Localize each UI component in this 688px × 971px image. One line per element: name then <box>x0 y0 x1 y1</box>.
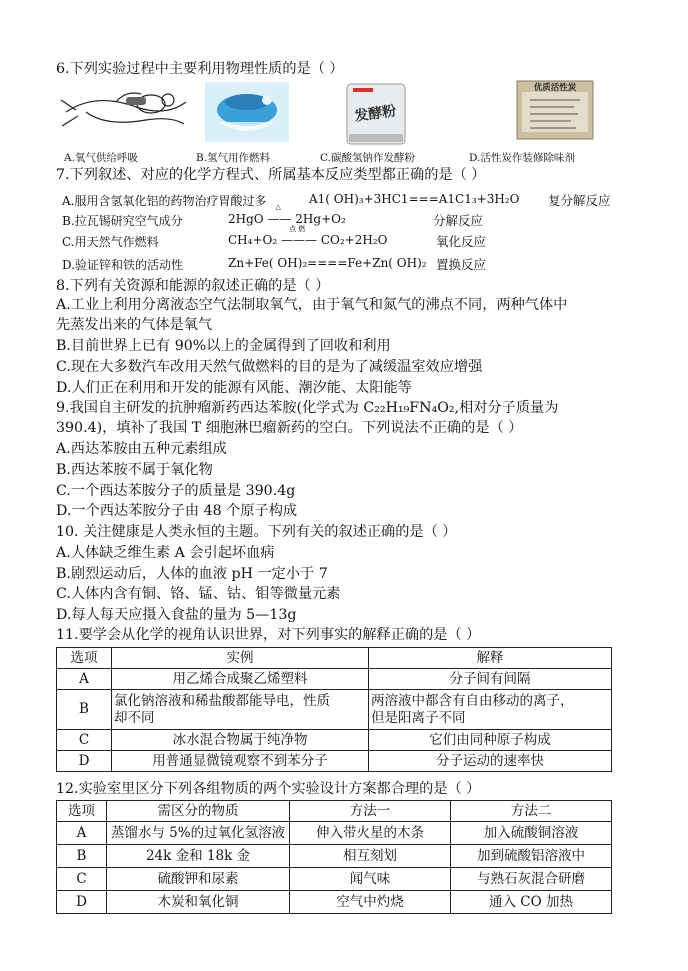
q9-option-c: C.一个西达苯胺分子的质量是 390.4g <box>56 483 296 499</box>
activated-carbon-box <box>516 80 594 140</box>
q9-stem-2: 390.4)，填补了我国 T 细胞淋巴瘤新药的空白。下列说法不正确的是（ ） <box>56 420 523 436</box>
q7-c-type: 氧化反应 <box>436 234 487 249</box>
q7-a-equation: A1( OH)₃+3HC1===A1C1₃+3H₂O <box>309 192 520 206</box>
heat-condition: △ <box>275 203 281 211</box>
table-row: D 木炭和氧化铜 空气中灼烧 通入 CO 加热 <box>57 891 612 914</box>
q6-option-c: C.碳酸氢钠作发酵粉 <box>320 152 415 164</box>
q8-option-a-2: 先蒸发出来的气体是氧气 <box>56 317 213 333</box>
q6-option-b: B.氢气用作燃料 <box>196 152 271 164</box>
table-row: C 冰水混合物属于纯净物 它们由同种原子构成 <box>57 730 612 751</box>
table-row: B 氯化钠溶液和稀盐酸都能导电，性质 却不同 两溶液中都含有自由移动的离子， 但是阳离子不同 <box>57 690 612 730</box>
q11-header-explanation: 解释 <box>369 648 612 669</box>
q7-d-type: 置换反应 <box>436 257 487 272</box>
q10-option-d: D.每人每天应摄入食盐的量为 5—13g <box>56 607 297 623</box>
q7-b-equation: 2HgO △ —— 2Hg+O₂ <box>228 203 346 226</box>
q10-option-c: C.人体内含有铜、铬、锰、钴、钼等微量元素 <box>56 586 341 602</box>
q8-option-c: C.现在大多数汽车改用天然气做燃料的目的是为了减缓温室效应增强 <box>56 359 483 375</box>
q7-b-type: 分解反应 <box>433 213 484 228</box>
q11-stem: 11.要学会从化学的视角认识世界，对下列事实的解释正确的是（ ） <box>56 627 481 643</box>
q10-stem: 10. 关注健康是人类永恒的主题。下列有关的叙述正确的是（ ） <box>56 524 457 540</box>
q8-stem: 8.下列有关资源和能源的叙述正确的是（ ） <box>56 278 330 294</box>
hydrogen-fuel-image <box>205 82 289 142</box>
q12-stem: 12.实验室里区分下列各组物质的两个实验设计方案都合理的是（ ） <box>56 781 481 797</box>
q7-b-desc: B.拉瓦锡研究空气成分 <box>62 214 183 228</box>
q11-header-option: 选项 <box>57 648 112 669</box>
q9-option-b: B.西达苯胺不属于氧化物 <box>56 462 213 478</box>
q7-d-equation: Zn+Fe( OH)₂====Fe+Zn( OH)₂ <box>228 256 427 270</box>
q11-header-fact: 实例 <box>112 648 369 669</box>
q11-table <box>56 647 612 772</box>
q7-d-desc: D.验证锌和铁的活动性 <box>62 258 184 272</box>
table-row: A 用乙烯合成聚乙烯塑料 分子间有间隔 <box>57 669 612 690</box>
bag-label: 发酵粉 <box>353 103 398 125</box>
q8-option-b: B.目前世界上已有 90%以上的金属得到了回收和利用 <box>56 338 391 354</box>
q9-stem-1: 9.我国自主研发的抗肿瘤新药西达苯胺(化学式为 C₂₂H₁₉FN₄O₂,相对分子质量为 <box>56 400 559 416</box>
q7-a-type: 复分解反应 <box>548 193 611 208</box>
q8-option-d: D.人们正在利用和开发的能源有风能、潮汐能、太阳能等 <box>56 380 412 396</box>
diver-image <box>56 82 196 142</box>
q7-c-desc: C.用天然气作燃料 <box>62 235 159 249</box>
q6-stem: 6.下列实验过程中主要利用物理性质的是（ ） <box>56 61 344 77</box>
q7-stem: 7.下列叙述、对应的化学方程式、所属基本反应类型都正确的是（ ） <box>56 167 486 183</box>
ignite-condition: 点 燃 <box>289 225 306 233</box>
q6-option-d: D.活性炭作装修除味剂 <box>469 152 575 164</box>
q7-a-desc: A.服用含氢氧化铝的药物治疗胃酸过多 <box>62 194 267 208</box>
q10-option-a: A.人体缺乏维生素 A 会引起坏血病 <box>56 545 275 561</box>
table-row: D 用普通显微镜观察不到苯分子 分子运动的速率快 <box>57 751 612 772</box>
table-row: A 蒸馏水与 5%的过氧化氢溶液 伸入带火星的木条 加入硫酸铜溶液 <box>57 822 612 845</box>
table-row: B 24k 金和 18k 金 相互刻划 加到硫酸铝溶液中 <box>57 845 612 868</box>
table-row: C 硫酸钾和尿素 闻气味 与熟石灰混合研磨 <box>57 868 612 891</box>
q9-option-a: A.西达苯胺由五种元素组成 <box>56 441 227 457</box>
q8-option-a-1: A.工业上利用分离液态空气法制取氧气，由于氧气和氮气的沸点不同，两种气体中 <box>56 297 568 313</box>
q6-option-a: A.氧气供给呼吸 <box>64 152 138 164</box>
baking-powder-bag <box>345 82 407 146</box>
q9-option-d: D.一个西达苯胺分子由 48 个原子构成 <box>56 503 298 519</box>
box-label: 优质活性炭 <box>533 83 577 93</box>
q12-table: 选项 需区分的物质 方法一 方法二 A 蒸馏水与 5%的过氧化氢溶液 伸入带火星的木条 加入硫酸铜溶液 B 24k 金和 18k 金 相互刻划 加到硫酸铝溶液中 C 硫酸钾和尿素 闻气味 与熟石灰混合研磨 D 木炭和氧化铜 空气中灼烧 通入 CO 加热 <box>56 800 612 914</box>
q7-c-equation: CH₄+O₂ 点 燃 ——— CO₂+2H₂O <box>228 225 388 247</box>
q10-option-b: B.剧烈运动后，人体的血液 pH 一定小于 7 <box>56 566 328 582</box>
